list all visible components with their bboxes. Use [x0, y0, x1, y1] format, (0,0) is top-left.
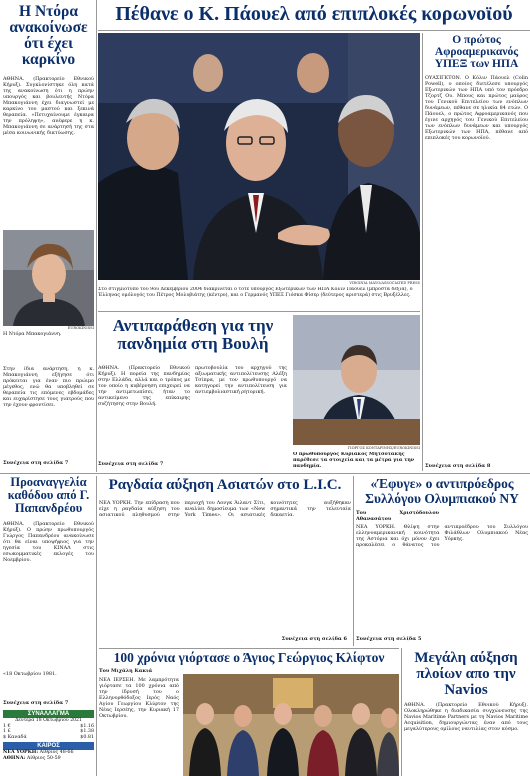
dora-article-cont: [3, 366, 94, 472]
olympiakos-more-link[interactable]: Συνέχεια στη σελίδα 5: [356, 636, 422, 642]
column-divider: [96, 0, 97, 472]
column-divider: [96, 476, 97, 776]
powell-more-link[interactable]: Συνέχεια στη σελίδα 8: [425, 463, 491, 469]
main-photo-caption: Στο στιγμιότυπο του 9ου Δεκεμβρίου 2004 διακρίνεται ο τότε υπουργός Εξωτερικών των ΗΠΑ Κόλιν Πάουελ (μπροστά δεξιά), ο Έλληνας ομόλογός του Πέτρος Μολυβιάτης (κέντρο), και ο Γερμανός ΥΠΕΞ Γιόσκα Φίσερ (δεύτερος αριστερά) στις Βρυξέλλες.: [98, 287, 413, 298]
st-george-body: ΝΕΑ ΙΕΡΣΕΗ. Με λαμπρότητα γιόρτασε τα 100 χρόνια από την ίδρυσή του ο Ελληνορθόδοξος Ιερός Ναός Αγίου Γεωργίου Κλίφτον της Νέας Ιερσέης, την Κυριακή 17 Οκτωβρίου.: [99, 677, 179, 719]
dora-headline: Η Ντόρα ανακοίνωσε ότι έχει καρκίνο: [9, 3, 88, 68]
top-banner-headline: Πέθανε ο Κ. Πάουελ από επιπλοκές κορωνοϊού: [115, 3, 513, 25]
weather-city: ΝΕΑ ΥΟΡΚΗ:: [3, 749, 39, 756]
pandemic-photo-credit: ΓΙΩΡΓΟΣ ΚΟΝΤΑΡΙΝΗΣ/EUROKINISSI: [347, 446, 420, 450]
weather-city: ΑΘΗΝΑ:: [3, 754, 26, 761]
weather-title: ΚΑΙΡΟΣ: [3, 742, 94, 750]
column-divider: [422, 33, 423, 471]
pandemic-article: [98, 313, 420, 471]
fx-value: $0.81: [80, 734, 94, 740]
exchange-title: ΣΥΝΑΛΛΑΓΜΑ: [3, 710, 94, 718]
dora-photo-caption: Η Ντόρα Μπακογιάννη.: [3, 332, 62, 337]
dora-article: [3, 2, 94, 357]
pandemic-photo-caption: Ο πρωθυπουργός Κυριάκος Μητσοτάκης παρέθεσε τα στοιχεία και τα μέτρα για την πανδημία.: [293, 452, 415, 469]
papandreou-headline: Προαναγγελία καθόδου από Γ. Παπανδρέου: [7, 476, 90, 515]
fx-value: $1.38: [80, 729, 94, 735]
fx-label: 1 £: [3, 729, 11, 735]
weather-value: Αίθριος 50-59: [26, 755, 61, 761]
divider: [99, 648, 399, 649]
papandreou-date-note: «18 Οκτωβρίου 1981.: [3, 671, 57, 677]
st-george-byline: Του Μιχάλη Κακιά: [99, 668, 153, 674]
olympiakos-headline: «Έφυγε» ο αντιπρόεδρος Συλλόγου Ολυμπιακού ΝΥ: [365, 476, 519, 506]
fx-row: [3, 735, 94, 740]
pandemic-body-col2: πρωτοβουλία του αρχηγού της αξιωματικής αντιπολίτευσης Αλέξη Τσίπρα, με τον πρωθυπουργό να κατηγορεί την αντιπολίτευση για αντιεμβολιαστική ρητορική.: [195, 365, 287, 395]
fx-label: 1 €: [3, 724, 11, 729]
asians-more-link[interactable]: Συνέχεια στη σελίδα 6: [281, 636, 347, 642]
papandreou-more-link[interactable]: Συνέχεια στη σελίδα 7: [3, 700, 69, 706]
pandemic-body-col1: ΑΘΗΝΑ. (Πρακτορείο Εθνικού Κήρυξ). Η πορεία της πανδημίας στην Ελλάδα, αλλά και ο τρόπος με τον οποίο η κυβέρνηση επιχειρεί να την αντιμετωπίσει, ήταν το αντικείμενο της επίκαιρης συζήτησης στην Βουλή.: [98, 365, 190, 407]
main-photo-powell: [98, 33, 420, 280]
weather-row: [3, 756, 94, 761]
navios-headline: Μεγάλη αύξηση πλοίων απο την Navios: [414, 650, 518, 698]
powell-body: ΟΥΑΣΙΓΚΤΟΝ. Ο Κόλιν Πάουελ (Colin Powell), ο οποίος διετέλεσε υπουργός Εξωτερικών των ΗΠΑ υπό τον πρόεδρο Τζορτζ Ου. Μπους και πρώτος μαύρος του Γενικού Επιτελείου των ενόπλων δυνάμεων, πέθανε σε ηλικία 84 ετών. Ο Πάουελ, ο πρώτος Αφροαμερικανός που έγινε αρχηγός του Γενικού Επιτελείου των ενόπλων δυνάμεων και υπουργός Εξωτερικών των ΗΠΑ, πέθανε από επιπλοκές του κορωνοϊού.: [425, 75, 528, 141]
dora-more-link[interactable]: Συνέχεια στη σελίδα 7: [3, 460, 69, 466]
olympiakos-body: ΝΕΑ ΥΟΡΚΗ. Θλίψη στην ελληνοαμερικανική κοινότητα της Αστόρια και όχι μόνον έχει προκαλέσει ο θάνατος του αντιπροέδρου του Συλλόγου Φιλάθλων Ολυμπιακού Νέας Υόρκης.: [356, 524, 528, 548]
olympiakos-byline: Του Χριστόδουλου Αθανασάτου: [356, 510, 439, 522]
asians-article: [99, 476, 351, 646]
exchange-date: Δευτέρα 18 Οκτωβρίου 2021: [15, 718, 82, 723]
divider: [0, 473, 530, 474]
divider: [98, 311, 420, 312]
st-george-photo: [183, 674, 399, 776]
asians-headline: Ραγδαία αύξηση Ασιατών στο L.I.C.: [108, 477, 342, 493]
navios-article: [404, 650, 528, 776]
papandreou-article: [3, 476, 94, 708]
powell-headline: Ο πρώτος Αφροαμερικανός ΥΠΕΞ των ΗΠΑ: [434, 34, 519, 70]
fx-label: $ Καναδά: [3, 734, 27, 740]
navios-body: ΑΘΗΝΑ. (Πρακτορείο Εθνικού Κήρυξ). Ολοκληρώθηκε η διαδικασία συγχώνευσης της Navios Maritime Partners με τη Navios Maritime Acquisition, δημιουργώντας έναν από τους μεγαλύτερους ομίλους ναυτιλίας στον κόσμο.: [404, 702, 528, 732]
papandreou-body: ΑΘΗΝΑ. (Πρακτορείο Εθνικού Κήρυξ). Ο πρώην πρωθυπουργός Γιώργος Παπανδρέου ανακοίνωσε ότι θα είναι υποψήφιος για την ηγεσία του ΚΙΝΑΛ στις εσωκομματικές εκλογές του Νοεμβρίου.: [3, 521, 94, 563]
st-george-headline: 100 χρόνια γιόρτασε ο Άγιος Γεώργιος Κλίφτον: [113, 650, 385, 665]
powell-article: [425, 33, 528, 471]
olympiakos-article: [356, 476, 528, 646]
st-george-article: [99, 650, 399, 776]
exchange-box: [3, 710, 94, 776]
dora-body-2: Στην ίδια ανάρτηση, η κ. Μπακογιάννη εξήγησε ότι πρόκειται για έναν πιο πρώιμο μέγεθος, ενώ θα υποβληθεί σε θεραπεία τις επόμενες εβδομάδες και ευχαρίστησε τους γιατρούς που την έχουν φροντίσει.: [3, 366, 94, 408]
divider: [98, 30, 530, 31]
fx-value: $1.16: [80, 724, 94, 729]
weather-value: Αίθριος 48-66: [39, 750, 74, 756]
dora-photo: [3, 230, 94, 326]
asians-body: ΝΕΑ ΥΟΡΚΗ. Την επίδραση που είχε η ραγδαία αύξηση του ασιατικού πληθυσμού στην περιοχή του Λονγκ Άιλαντ Σίτι, αναλύει δημοσίευμα των «New York Times». Οι ασιατικές κοινότητες αυξήθηκαν σημαντικά την τελευταία δεκαετία.: [99, 500, 351, 518]
top-banner: [98, 0, 530, 30]
pandemic-more-link[interactable]: Συνέχεια στη σελίδα 7: [98, 461, 164, 467]
dora-body: ΑΘΗΝΑ. (Πρακτορείο Εθνικού Κήρυξ). Συγκλονίστηκε όλη κατά της ανακοίνωση ότι η πρώην υπουργός και βουλευτής Ντόρα Μπακογιάννη έχει διαγνωστεί με καρκίνο του μαστού και ξεκινά θεραπεία. «Πετυχαίνουμε έγκαιρα την πρόληψη», ανέφερε η κ. Μπακογιάννη σε ανάρτησή της στα μέσα κοινωνικής δικτύωσης.: [3, 76, 94, 136]
pandemic-headline: Αντιπαράθεση για την πανδημία στη Βουλή: [112, 316, 274, 353]
pandemic-photo: [293, 315, 420, 445]
main-photo-credit: VIRGINIA MAYO/ASSOCIATED PRESS: [349, 281, 420, 285]
dora-photo-credit: EUROKINISSI: [67, 326, 94, 330]
column-divider: [401, 648, 402, 776]
column-divider: [353, 476, 354, 646]
